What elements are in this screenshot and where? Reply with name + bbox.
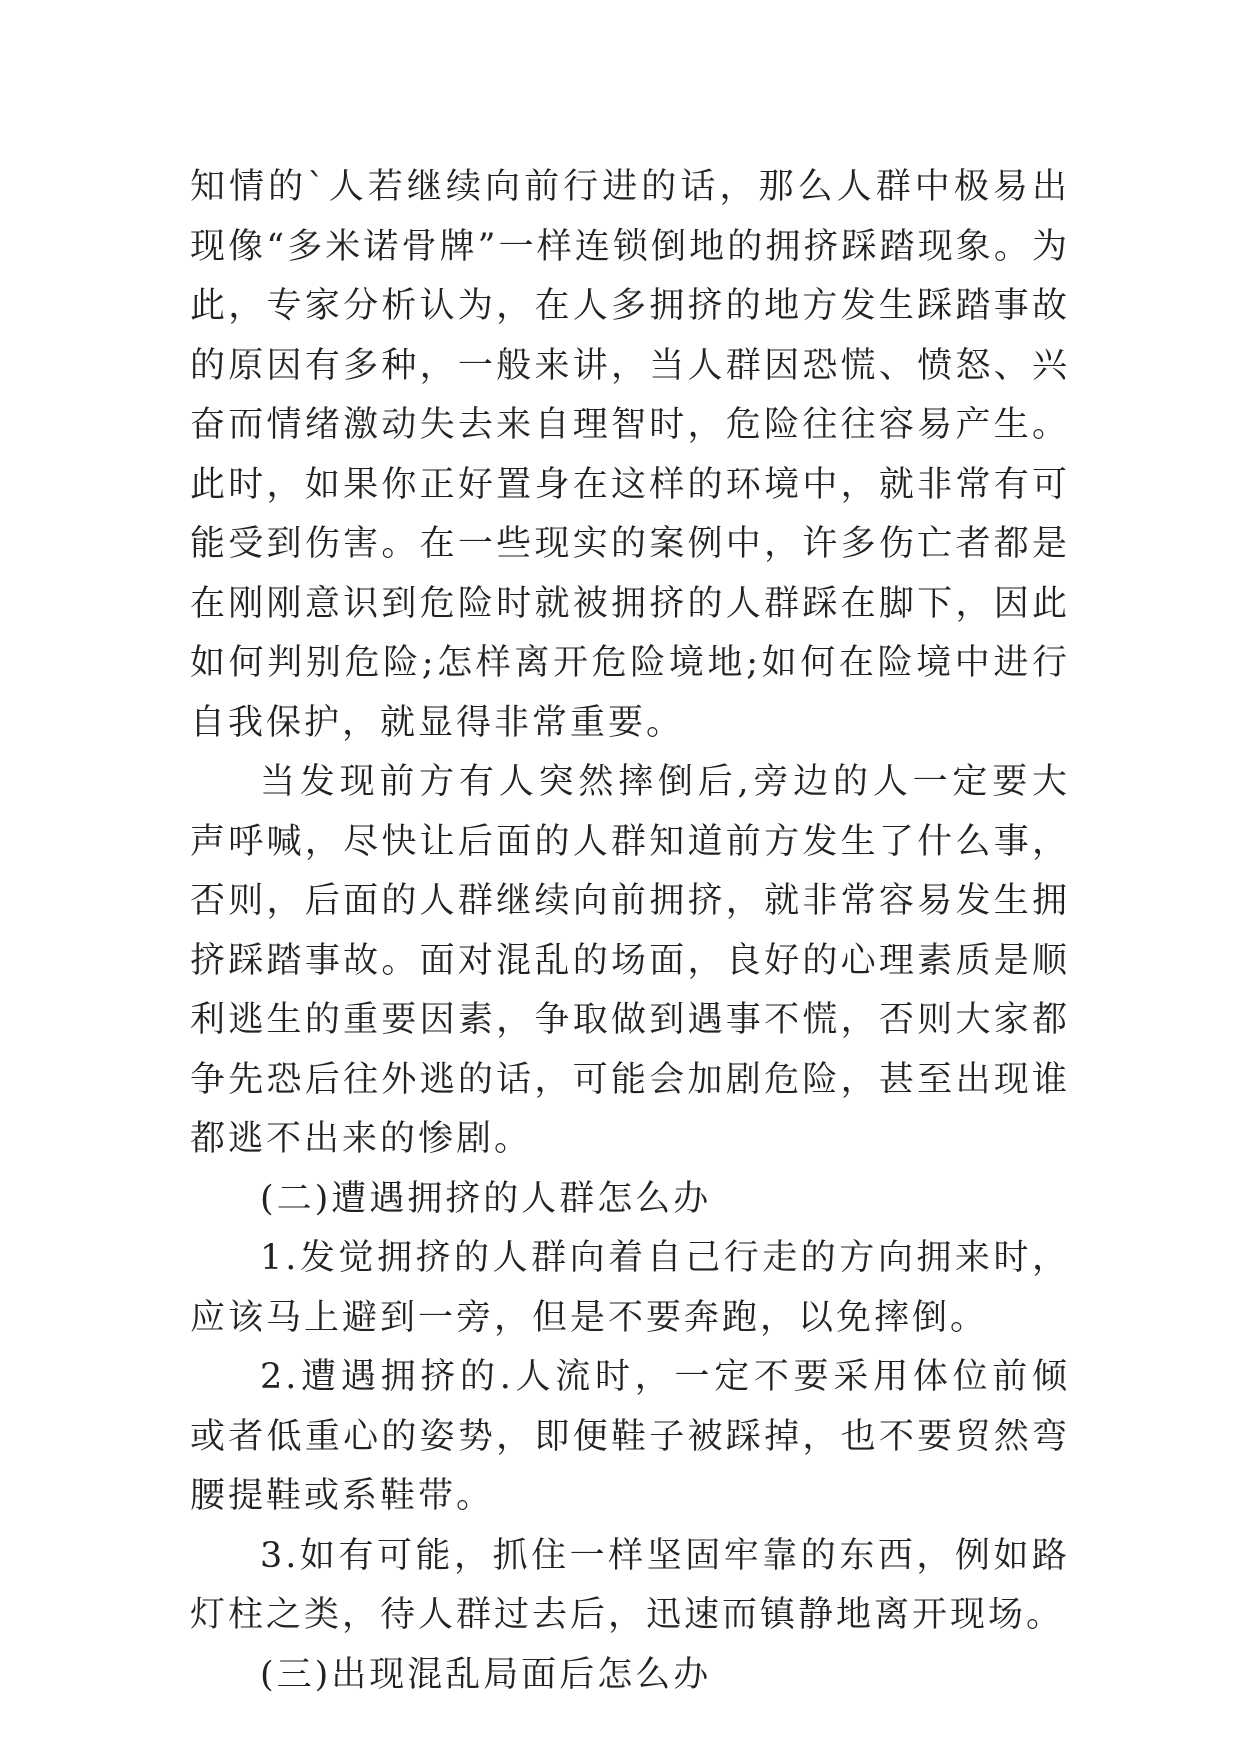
list-item-3: 3.如有可能，抓住一样坚固牢靠的东西，例如路灯柱之类，待人群过去后，迅速而镇静地离开现场。: [190, 1535, 1070, 1635]
section-heading-2: (二)遭遇拥挤的人群怎么办: [260, 1178, 712, 1219]
list-item-1: 1.发觉拥挤的人群向着自己行走的方向拥来时，应该马上避到一旁，但是不要奔跑，以免摔倒。: [190, 1238, 1070, 1338]
section-heading-3: (三)出现混乱局面后怎么办: [260, 1654, 712, 1695]
document-body: [190, 158, 1070, 1705]
paragraph-2: 当发现前方有人突然摔倒后,旁边的人一定要大声呼喊，尽快让后面的人群知道前方发生了什么事，否则，后面的人群继续向前拥挤，就非常容易发生拥挤踩踏事故。面对混乱的场面，良好的心理素质是顺利逃生的重要因素，争取做到遇事不慌，否则大家都争先恐后往外逃的话，可能会加剧危险，甚至出现谁都逃不出来的惨剧。: [190, 762, 1070, 1159]
paragraph-1: 知情的`人若继续向前行进的话，那么人群中极易出现像“多米诺骨牌”一样连锁倒地的拥挤踩踏现象。为此，专家分析认为，在人多拥挤的地方发生踩踏事故的原因有多种，一般来讲，当人群因恐慌、愤怒、兴奋而情绪激动失去来自理智时，危险往往容易产生。此时，如果你正好置身在这样的环境中，就非常有可能受到伤害。在一些现实的案例中，许多伤亡者都是在刚刚意识到危险时就被拥挤的人群踩在脚下，因此如何判别危险;怎样离开危险境地;如何在险境中进行自我保护，就显得非常重要。: [190, 167, 1070, 743]
list-item-2: 2.遭遇拥挤的.人流时，一定不要采用体位前倾或者低重心的姿势，即便鞋子被踩掉，也不要贸然弯腰提鞋或系鞋带。: [190, 1357, 1070, 1516]
